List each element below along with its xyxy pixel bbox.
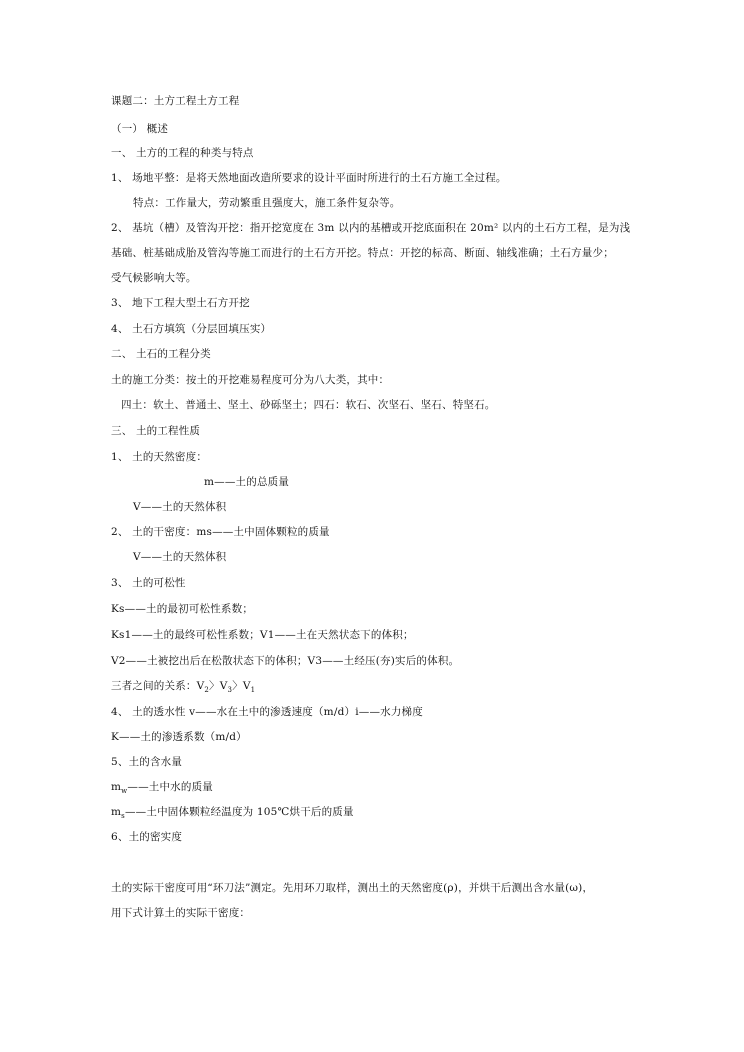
paragraph-line: 土的实际干密度可用“环刀法”测定。先用环刀取样，测出土的天然密度(ρ)，并烘干后测出含水量(ω)， <box>111 882 594 894</box>
section-title: 课题二：土方工程土方工程 <box>111 95 240 107</box>
paragraph-line: 2、 土的干密度：ms——土中固体颗粒的质量 <box>111 526 330 538</box>
paragraph-line: Ks——土的最初可松性系数； <box>111 603 254 615</box>
paragraph-line: 4、 土石方填筑（分层回填压实） <box>111 323 272 335</box>
subscript: 1 <box>250 686 256 695</box>
symbol-m: m <box>111 806 122 818</box>
paragraph-line: 3、 地下工程大型土石方开挖 <box>111 297 250 309</box>
subscript: s <box>121 812 125 821</box>
relation-text: 〉V <box>232 680 251 692</box>
definition-text: ——土中固体颗粒经温度为 105℃烘干后的质量 <box>124 806 354 818</box>
heading-2: 二、 土石的工程分类 <box>111 348 211 360</box>
paragraph-line: 6、土的密实度 <box>111 831 183 843</box>
formula-legend-line: m——土的总质量 <box>204 476 290 488</box>
subsection-heading: （一） 概述 <box>111 123 169 135</box>
paragraph-line: 4、 土的透水性 v——水在土中的渗透速度（m/d）i——水力梯度 <box>111 706 423 718</box>
paragraph-line: 四土：软土、普通土、坚土、砂砾坚土；四石：软石、次坚石、坚石、特坚石。 <box>121 399 496 411</box>
relation-text: 三者之间的关系：V <box>111 680 205 692</box>
paragraph-line: V2——土被挖出后在松散状态下的体积；V3——土经压(夯)实后的体积。 <box>111 655 460 667</box>
formula-legend-line: V——土的天然体积 <box>133 551 227 563</box>
paragraph-line: 3、 土的可松性 <box>111 577 186 589</box>
definition-text: ——土中水的质量 <box>127 781 213 793</box>
paragraph-line: 特点：工作量大，劳动繁重且强度大，施工条件复杂等。 <box>133 197 401 209</box>
solid-mass-line <box>111 805 354 823</box>
paragraph-line: 基础、桩基础成胎及管沟等施工而进行的土石方开挖。特点：开挖的标高、断面、轴线准确；土石方量少； <box>111 247 614 259</box>
subscript: 3 <box>227 686 233 695</box>
subscript: 2 <box>204 686 210 695</box>
paragraph-line: Ks1——土的最终可松性系数；V1——土在天然状态下的体积； <box>111 629 414 641</box>
paragraph-line: 土的施工分类：按土的开挖难易程度可分为八大类，其中： <box>111 374 390 386</box>
paragraph-line: 1、 土的天然密度： <box>111 451 208 463</box>
relation-text: 〉V <box>209 680 228 692</box>
heading-3: 三、 土的工程性质 <box>111 425 201 437</box>
paragraph-line: 用下式计算土的实际干密度： <box>111 907 251 919</box>
subscript: w <box>121 787 128 796</box>
paragraph-line: 1、 场地平整：是将天然地面改造所要求的设计平面时所进行的土石方施工全过程。 <box>111 172 507 184</box>
symbol-m: m <box>111 781 122 793</box>
paragraph-line: 2、 基坑（槽）及管沟开挖：指开挖宽度在 3m 以内的基槽或开挖底面积在 20m² 以内的土石方工程，是为浅 <box>111 222 631 234</box>
paragraph-line: 受气候影响大等。 <box>111 272 197 284</box>
volume-relation-line <box>111 679 255 697</box>
formula-legend-line: V——土的天然体积 <box>133 501 227 513</box>
heading-1: 一、 土方的工程的种类与特点 <box>111 147 254 159</box>
paragraph-line: K——土的渗透系数（m/d） <box>111 731 247 743</box>
paragraph-line: 5、土的含水量 <box>111 756 183 768</box>
water-mass-line <box>111 780 213 798</box>
